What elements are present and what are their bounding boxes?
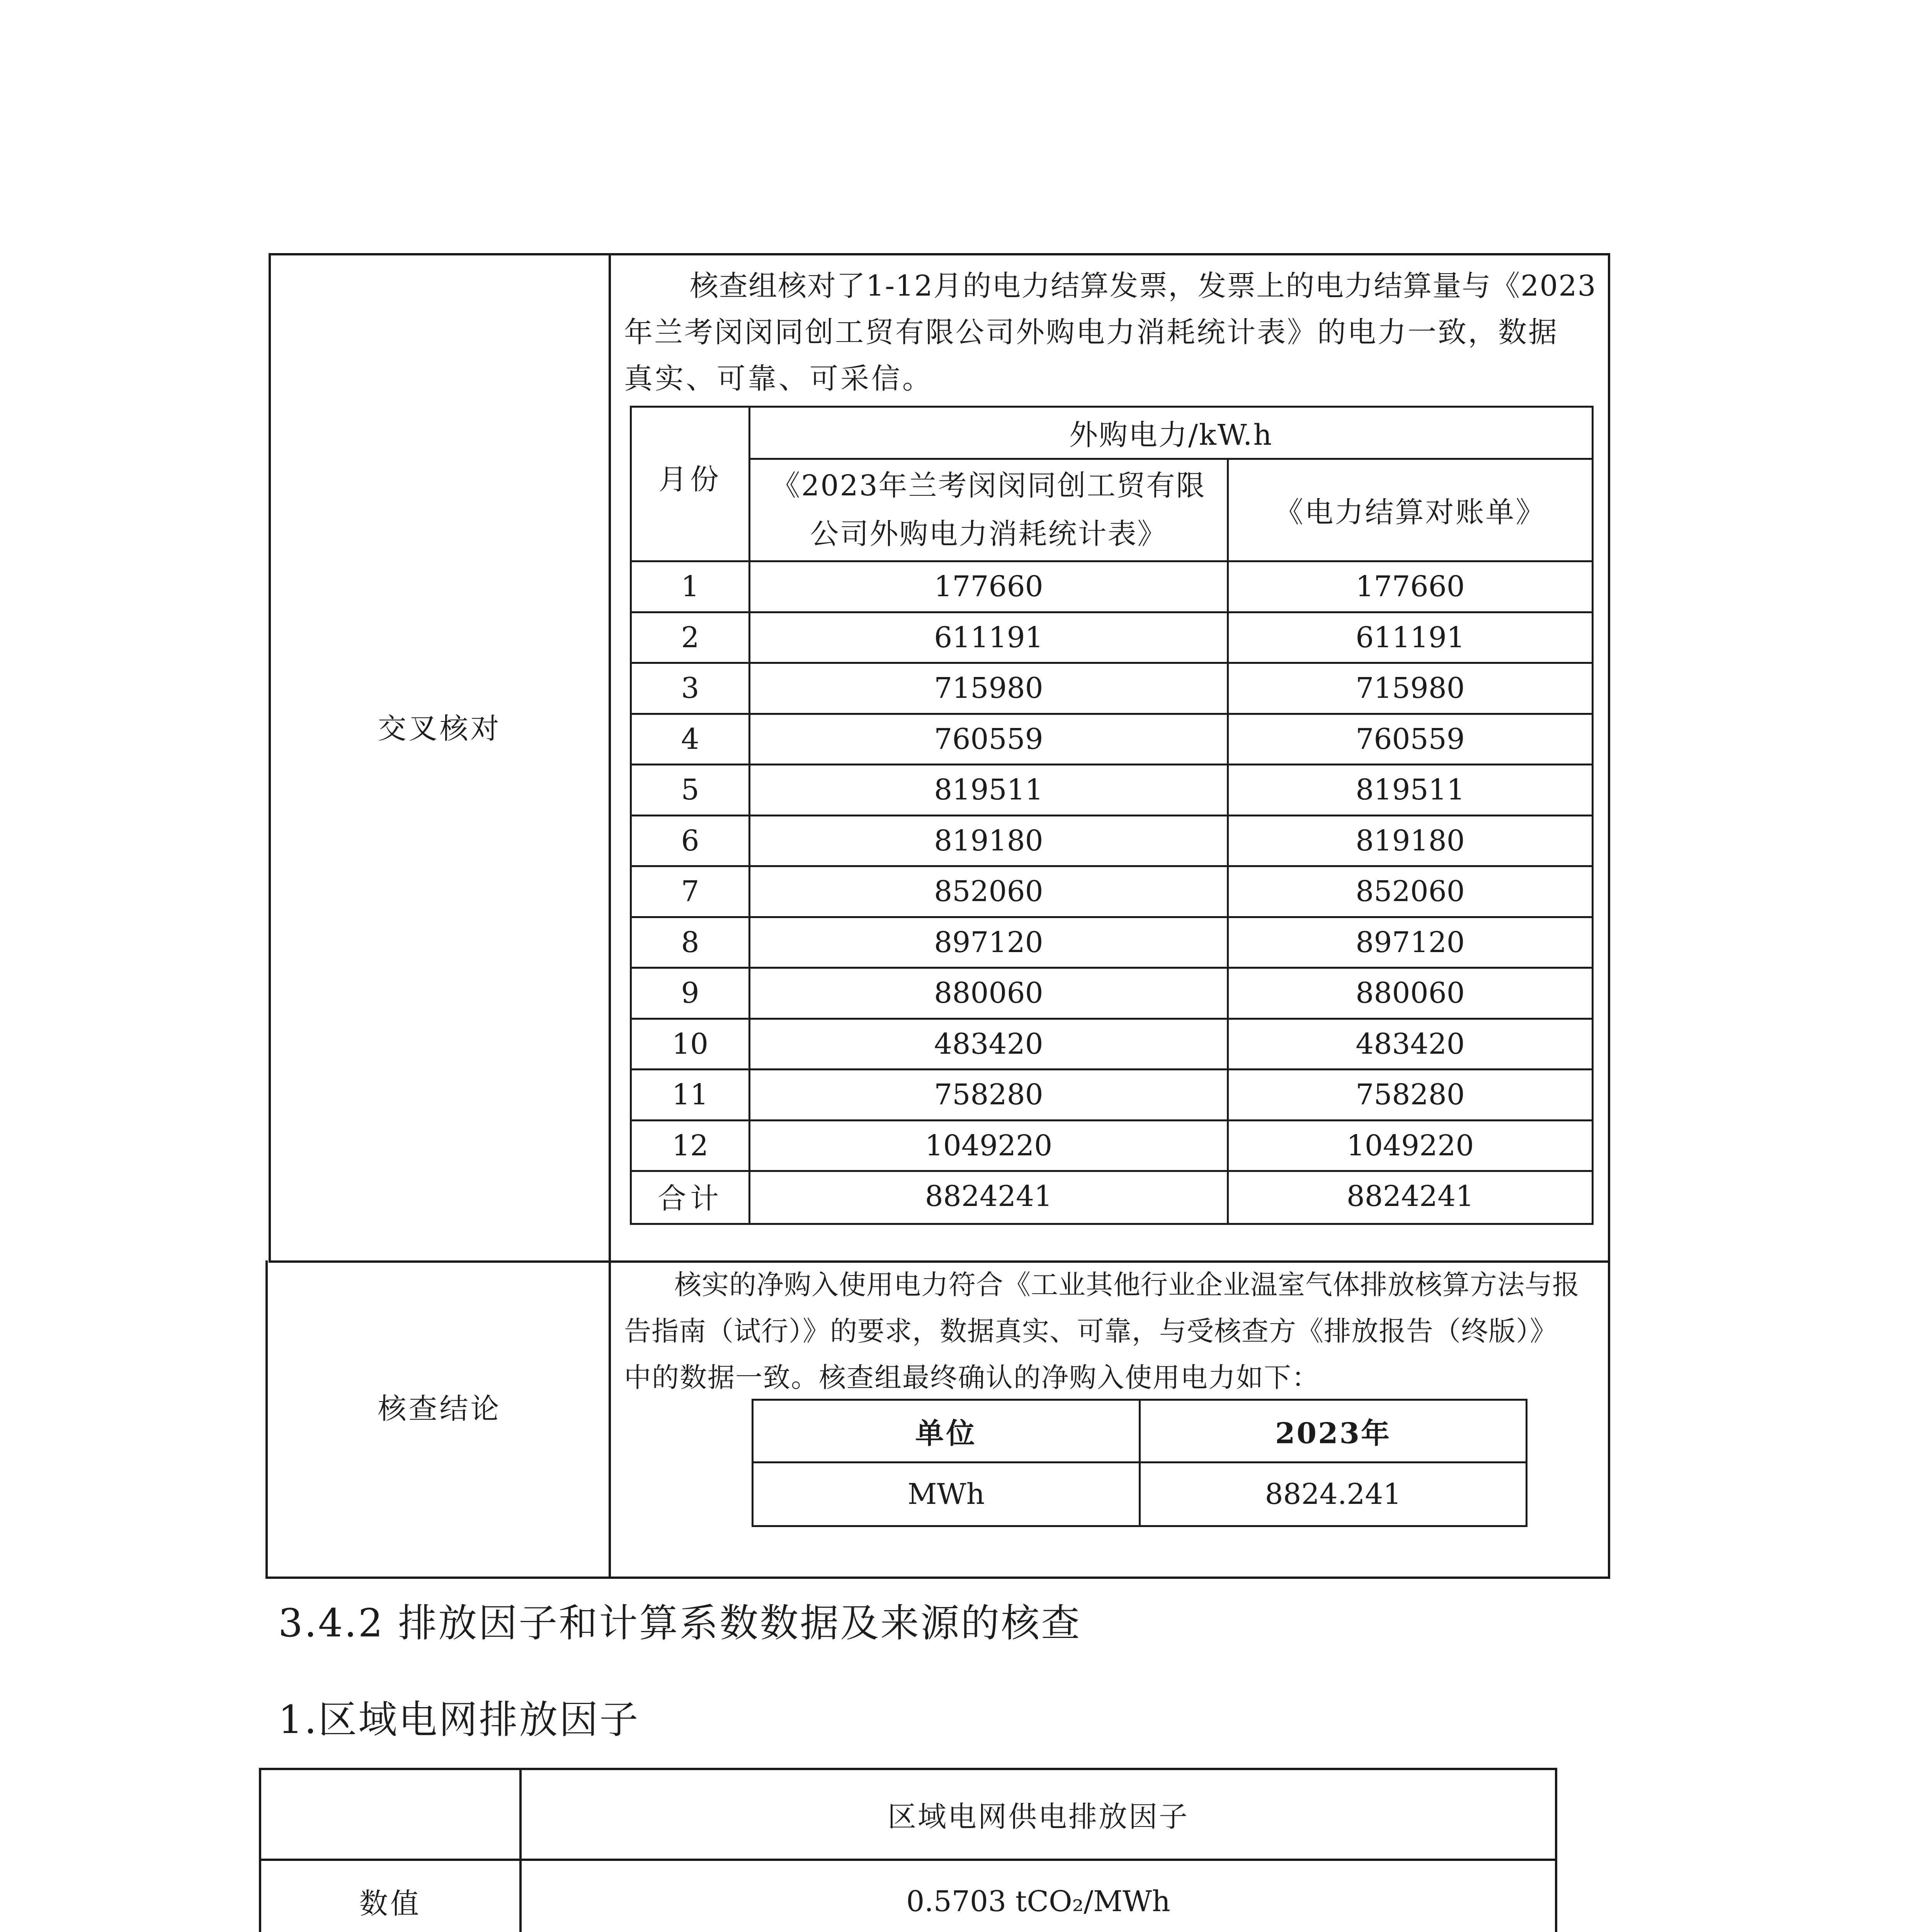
month-cell: 6 [681, 824, 699, 857]
bill-value: 819180 [1356, 824, 1465, 857]
bill-value: 1049220 [1346, 1129, 1474, 1162]
stat-table-value: 897120 [934, 925, 1043, 959]
col2-header: 《电力结算对账单》 [1274, 496, 1546, 529]
stat-table-value: 611191 [934, 621, 1043, 654]
month-cell: 4 [681, 722, 699, 756]
month-cell: 10 [672, 1027, 709, 1061]
month-cell: 7 [681, 875, 699, 908]
bill-value: 611191 [1356, 621, 1465, 654]
month-cell: 2 [681, 621, 699, 654]
stat-table-value: 819180 [934, 824, 1043, 857]
group-header: 外购电力/kW.h [1069, 418, 1273, 452]
section-heading: 3.4.2 排放因子和计算系数数据及来源的核查 [278, 1600, 1082, 1646]
conclusion-label: 核查结论 [378, 1392, 502, 1425]
bill-value: 880060 [1356, 976, 1465, 1010]
stat-table-value: 483420 [934, 1027, 1043, 1061]
col1-header-line-1: 《2023年兰考闵闵同创工贸有限 [771, 469, 1206, 502]
conclusion-line-3: 中的数据一致。核查组最终确认的净购入使用电力如下： [624, 1362, 1320, 1393]
year-header: 2023年 [1275, 1417, 1391, 1450]
stat-table-value: 758280 [934, 1078, 1043, 1112]
stat-table-value: 1049220 [925, 1129, 1053, 1162]
intro-line-3: 真实、可靠、可采信。 [624, 362, 933, 395]
bill-value: 760559 [1356, 722, 1465, 756]
factor-header: 区域电网供电排放因子 [888, 1800, 1189, 1833]
bill-value: 483420 [1356, 1027, 1465, 1061]
month-cell: 3 [681, 672, 699, 705]
intro-line-1: 核查组核对了1-12月的电力结算发票，发票上的电力结算量与《2023 [690, 269, 1597, 303]
month-cell: 合计 [658, 1182, 723, 1216]
col1-header-line-2: 公司外购电力消耗统计表》 [810, 517, 1167, 551]
month-cell: 1 [681, 570, 699, 604]
stat-table-value: 715980 [934, 672, 1043, 705]
stat-table-value: 852060 [934, 875, 1043, 908]
factor-value: 0.5703 tCO₂/MWh [906, 1884, 1170, 1918]
bill-value: 758280 [1356, 1078, 1465, 1112]
stat-table-value: 760559 [934, 722, 1043, 756]
cross-check-label: 交叉核对 [378, 712, 502, 745]
conclusion-text [624, 1262, 1598, 1401]
sub-heading: 1.区域电网排放因子 [278, 1697, 640, 1742]
cross-check-intro [624, 263, 1598, 402]
value-label: 数值 [359, 1887, 421, 1920]
intro-line-2: 年兰考闵闵同创工贸有限公司外购电力消耗统计表》的电力一致，数据 [624, 316, 1558, 349]
month-cell: 8 [681, 925, 699, 959]
bill-value: 8824241 [1346, 1180, 1474, 1213]
month-cell: 12 [672, 1129, 709, 1162]
bill-value: 852060 [1356, 875, 1465, 908]
bill-value: 819511 [1356, 773, 1465, 807]
unit-value: MWh [907, 1478, 985, 1511]
month-cell: 9 [681, 976, 699, 1010]
month-cell: 5 [681, 773, 699, 807]
unit-header: 单位 [915, 1417, 977, 1450]
bill-value: 715980 [1356, 672, 1465, 705]
bill-value: 177660 [1356, 570, 1465, 604]
conclusion-line-1: 核实的净购入使用电力符合《工业其他行业企业温室气体排放核算方法与报 [674, 1269, 1580, 1301]
col1-header [750, 460, 1227, 560]
stat-table-value: 880060 [934, 976, 1043, 1010]
net-purchase-value: 8824.241 [1265, 1478, 1402, 1511]
month-header: 月份 [658, 463, 722, 496]
conclusion-line-2: 告指南（试行）》的要求，数据真实、可靠，与受核查方《排放报告（终版）》 [624, 1315, 1557, 1347]
stat-table-value: 177660 [934, 570, 1043, 604]
stat-table-value: 819511 [934, 773, 1043, 807]
stat-table-value: 8824241 [925, 1180, 1053, 1213]
bill-value: 897120 [1356, 925, 1465, 959]
month-cell: 11 [672, 1078, 709, 1112]
